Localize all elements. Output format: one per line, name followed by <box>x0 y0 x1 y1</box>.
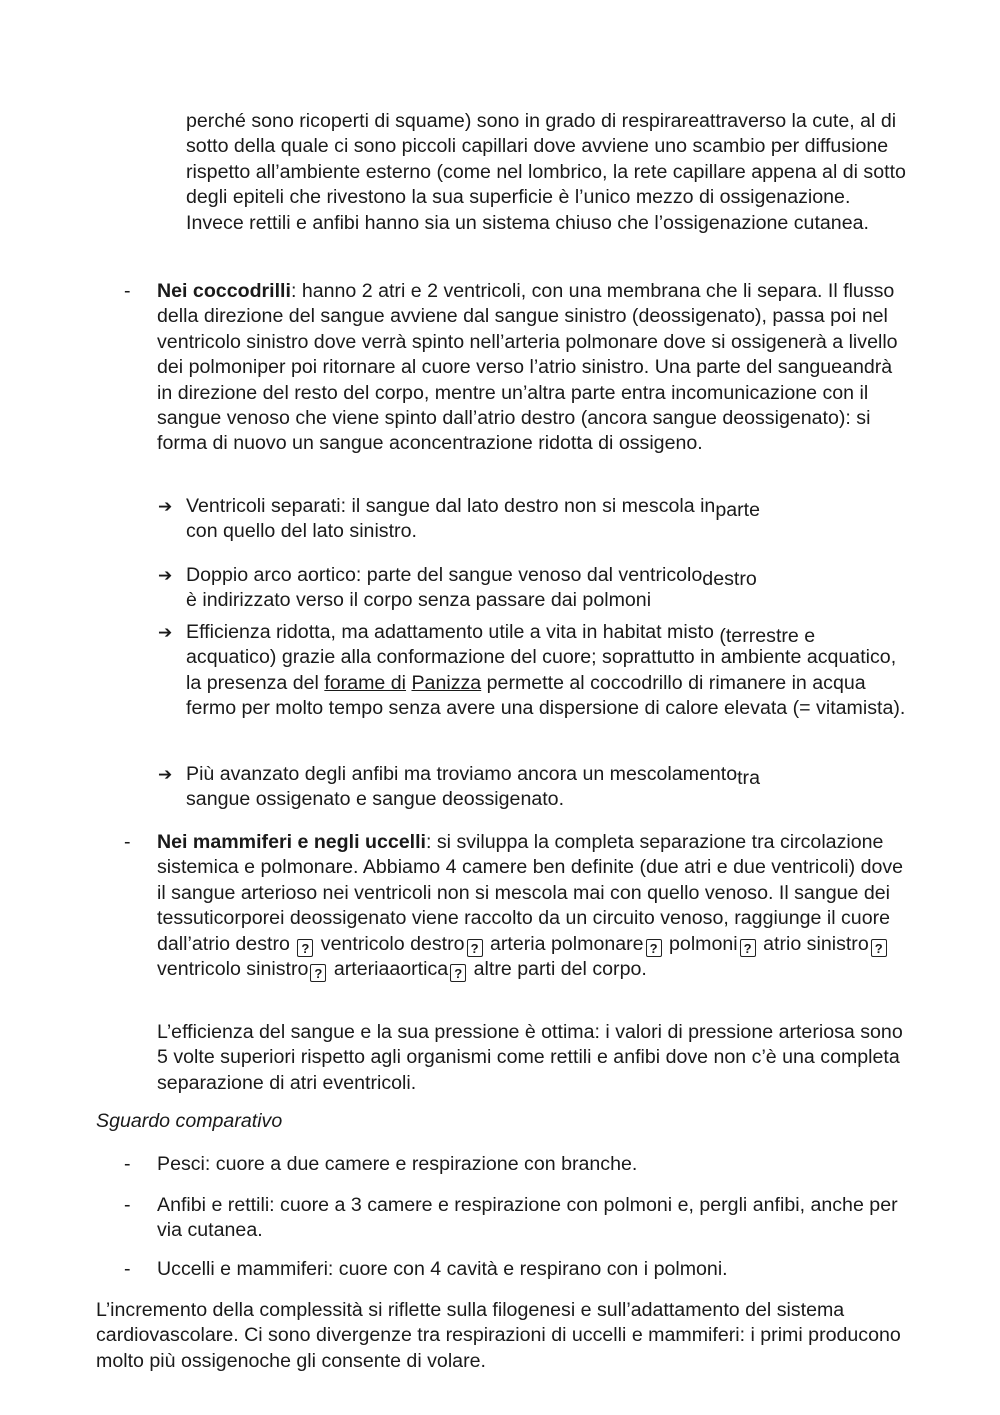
intro-paragraph: perché sono ricoperti di squame) sono in grado di respirareattraverso la cute, al di sotto della quale ci sono piccoli capillari dove avviene uno scambio per diffusione rispetto all’ambiente esterno (come nel lombrico, la rete capillare appena al di sotto degli epiteli che rivestono la sua superficie è l’unico mezzo di ossigenazione. Invece rettili e anfibi hanno sia un sistema chiuso che l’ossigenazione cutanea. <box>186 110 906 234</box>
arrow-bullet: ➔ <box>158 497 173 516</box>
comparison-item: Uccelli e mammiferi: cuore con 4 cavità e respirano con i polmoni. <box>157 1258 728 1280</box>
coccodrilli-title: Nei coccodrilli <box>157 280 291 302</box>
conclusion-paragraph: L’incremento della complessità si riflette sulla filogenesi e sull’adattamento del sistema cardiovascolare. Ci sono divergenze tra respirazioni di uccelli e mammiferi: i primi producono molto più ossigenoche gli consente di volare. <box>96 1299 901 1372</box>
arrow-placeholder-icon: ? <box>450 964 466 982</box>
arrow-placeholder-icon: ? <box>740 939 756 957</box>
arrow-bullet: ➔ <box>158 566 173 585</box>
mammiferi-paragraph: Nei mammiferi e negli uccelli: si sviluppa la completa separazione tra circolazione sistemica e polmonare. Abbiamo 4 camere ben definite (due atri e due ventricoli) dove il sangue arterioso nei ventricoli non si mescola mai con quello venoso. Il sangue dei tessuticorporei deossigenato viene raccolto da un circuito venoso, raggiunge il cuore dall’atrio destro ? ventricolo destro ? arteria polmonare ? polmoni ? atrio sinistro ? ventricolo sinistro ? arteriaaortica ? altre parti del corpo. <box>157 831 904 982</box>
comparison-item: Anfibi e rettili: cuore a 3 camere e respirazione con polmoni e, pergli anfibi, anche per via cutanea. <box>157 1194 898 1242</box>
dash-bullet: - <box>124 280 131 302</box>
forame-link: forame di <box>324 671 407 694</box>
coccodrilli-point-3: Efficienza ridotta, ma adattamento utile a vita in habitat misto (terrestre e acquatico) grazie alla conformazione del cuore; soprattutto in ambiente acquatico, la presenza del forame di Panizza permette al coccodrillo di rimanere in acqua fermo per molto tempo senza avere una dispersione di calore elevata (= vitamista). <box>186 621 906 720</box>
efficienza-paragraph: L’efficienza del sangue e la sua pressione è ottima: i valori di pressione arteriosa sono 5 volte superiori rispetto agli organismi come rettili e anfibi dove non c’è una completa separazione di atri eventricoli. <box>157 1021 903 1094</box>
section-heading: Sguardo comparativo <box>96 1110 283 1132</box>
dash-bullet: - <box>124 831 131 853</box>
coccodrilli-point-1: Ventricoli separati: il sangue dal lato destro non si mescola inparte con quello del lato sinistro. <box>186 495 760 543</box>
coccodrilli-point-4: Più avanzato degli anfibi ma troviamo ancora un mescolamentotra sangue ossigenato e sangue deossigenato. <box>186 763 760 811</box>
arrow-placeholder-icon: ? <box>467 939 483 957</box>
coccodrilli-text: : hanno 2 atri e 2 ventricoli, con una membrana che li separa. Il flusso della direzione del sangue avviene dal sangue sinistro (deossigenato), passa poi nel ventricolo sinistro dove verrà spinto nell’arteria polmonare dove si ossigenerà a livello dei polmoniper poi ritornare al cuore verso l’atrio sinistro. Una parte del sangueandrà in direzione del resto del corpo, mentre un’altra parte entra incomunicazione con il sangue venoso che viene spinto dall’atrio destro (ancora sangue deossigenato): si forma di nuovo un sangue aconcentrazione ridotta di ossigeno. <box>157 280 898 455</box>
arrow-bullet: ➔ <box>158 765 173 784</box>
coccodrilli-paragraph <box>157 279 909 457</box>
comparison-item: Pesci: cuore a due camere e respirazione con branche. <box>157 1153 638 1175</box>
arrow-bullet: ➔ <box>158 623 173 642</box>
arrow-placeholder-icon: ? <box>646 939 662 957</box>
coccodrilli-point-2: Doppio arco aortico: parte del sangue venoso dal ventricolodestro è indirizzato verso il corpo senza passare dai polmoni <box>186 564 757 612</box>
arrow-placeholder-icon: ? <box>310 964 326 982</box>
dash-bullet: - <box>124 1153 131 1175</box>
arrow-placeholder-icon: ? <box>871 939 887 957</box>
arrow-placeholder-icon: ? <box>297 939 313 957</box>
panizza-link: Panizza <box>411 671 482 694</box>
mammiferi-title: Nei mammiferi e negli uccelli <box>157 831 426 853</box>
dash-bullet: - <box>124 1258 131 1280</box>
dash-bullet: - <box>124 1194 131 1216</box>
